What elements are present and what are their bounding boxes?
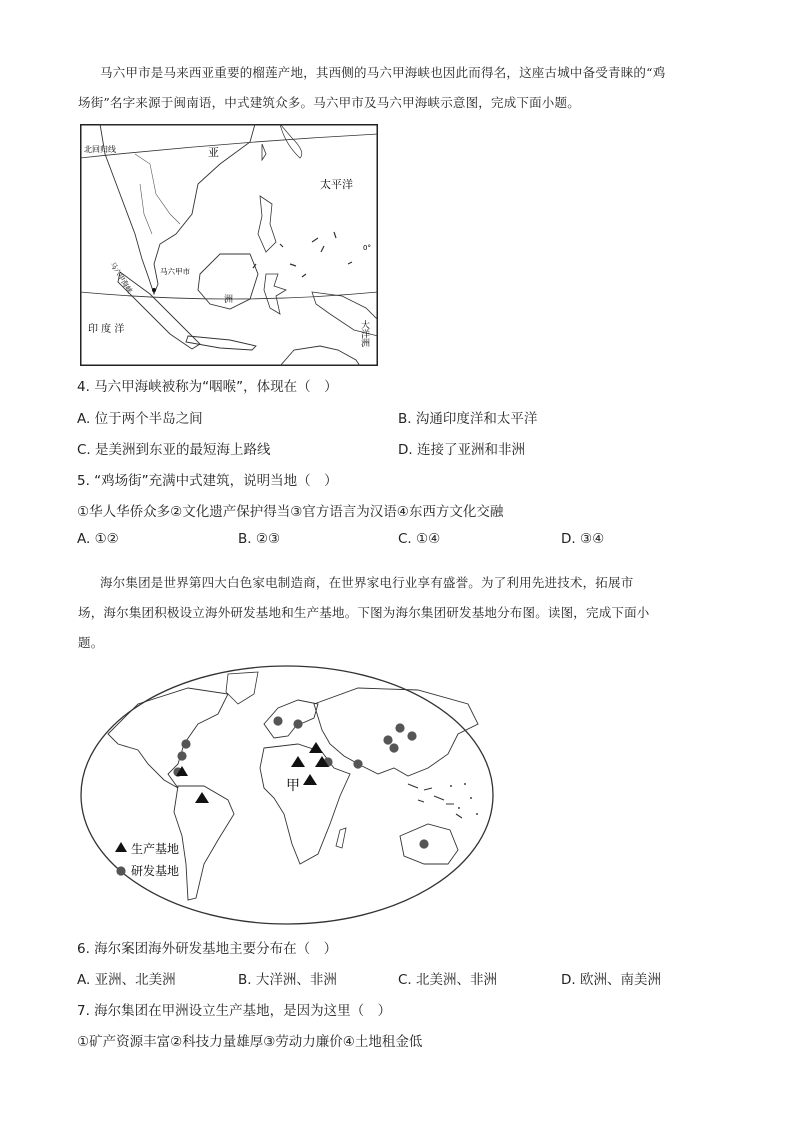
question-7-stem: 7. 海尔集团在甲洲设立生产基地，是因为这里（ ）: [77, 1003, 392, 1019]
legend-circle-icon: [116, 866, 125, 875]
malacca-map-svg: [80, 124, 378, 366]
strait-label: 马六甲海峡: [108, 260, 134, 295]
zhou-label: 洲: [224, 295, 234, 305]
rd-base-marker: [419, 839, 428, 848]
oceania-label: 大洋洲: [359, 320, 369, 347]
question-5-items: ①华人华侨众多②文化遗产保护得当③官方语言为汉语④东西方文化交融: [77, 504, 504, 520]
passage-2-line-1: 海尔集团是世界第四大白色家电制造商，在世界家电行业享有盛誉。为了利用先进技术，拓展市: [100, 575, 634, 590]
rd-base-marker: [395, 723, 404, 732]
equator-label: 0°: [363, 244, 371, 252]
rd-base-marker: [181, 739, 190, 748]
legend-production-label: 生产基地: [131, 842, 180, 856]
rd-base-marker: [383, 735, 392, 744]
question-5-option-b[interactable]: B. ②③: [238, 531, 281, 547]
question-6-stem: 6. 海尔案团海外研发基地主要分布在（ ）: [77, 941, 338, 957]
tropic-label: 北回归线: [84, 145, 116, 154]
question-5-option-d[interactable]: D. ③④: [561, 531, 605, 547]
rd-base-marker: [389, 743, 398, 752]
rd-base-marker: [407, 731, 416, 740]
world-map-svg: [78, 664, 496, 926]
world-map: [78, 664, 496, 926]
question-4-stem: 4. 马六甲海峡被称为“咽喉”，体现在（ ）: [77, 379, 338, 395]
question-5-option-c[interactable]: C. ①④: [398, 531, 441, 547]
rd-base-marker: [273, 716, 282, 725]
question-4-option-a[interactable]: A. 位于两个半岛之间: [77, 411, 203, 427]
rd-base-marker: [353, 759, 362, 768]
question-5-option-a[interactable]: A. ①②: [77, 531, 119, 547]
question-4-option-b[interactable]: B. 沟通印度洋和太平洋: [398, 411, 538, 427]
question-6-option-c[interactable]: C. 北美洲、非洲: [398, 972, 498, 988]
question-6-option-d[interactable]: D. 欧洲、南美洲: [561, 972, 661, 988]
question-4-option-c[interactable]: C. 是美洲到东亚的最短海上路线: [77, 442, 271, 458]
malacca-city-label: 马六甲市: [160, 267, 190, 276]
malacca-city-marker: [152, 288, 156, 292]
passage-2-line-2: 场，海尔集团积极设立海外研发基地和生产基地。下图为海尔集团研发基地分布图。读图，完成下面小: [78, 605, 650, 620]
passage-1-line-2: 场街”名字来源于闽南语，中式建筑众多。马六甲市及马六甲海峡示意图，完成下面小题。: [78, 95, 580, 110]
question-6-option-a[interactable]: A. 亚洲、北美洲: [77, 972, 176, 988]
question-6-option-b[interactable]: B. 大洋洲、非洲: [238, 972, 337, 988]
rd-base-marker: [293, 719, 302, 728]
jia-label: 甲: [286, 778, 300, 794]
pacific-label: 太平洋: [320, 178, 353, 191]
legend-rd-label: 研发基地: [131, 864, 180, 878]
question-5-stem: 5. “鸡场街”充满中式建筑，说明当地（ ）: [77, 473, 338, 489]
malacca-map: [80, 124, 378, 366]
asia-label: 亚: [208, 146, 219, 159]
rd-base-marker: [177, 751, 186, 760]
question-4-option-d[interactable]: D. 连接了亚洲和非洲: [398, 442, 525, 458]
indian-ocean-label: 印 度 洋: [88, 324, 125, 335]
passage-2-line-3: 题。: [78, 635, 104, 650]
passage-1-line-1: 马六甲市是马来西亚重要的榴莲产地，其西侧的马六甲海峡也因此而得名，这座古城中备受青睐的“鸡: [100, 65, 666, 80]
question-7-items: ①矿产资源丰富②科技力量雄厚③劳动力廉价④土地租金低: [77, 1034, 423, 1050]
